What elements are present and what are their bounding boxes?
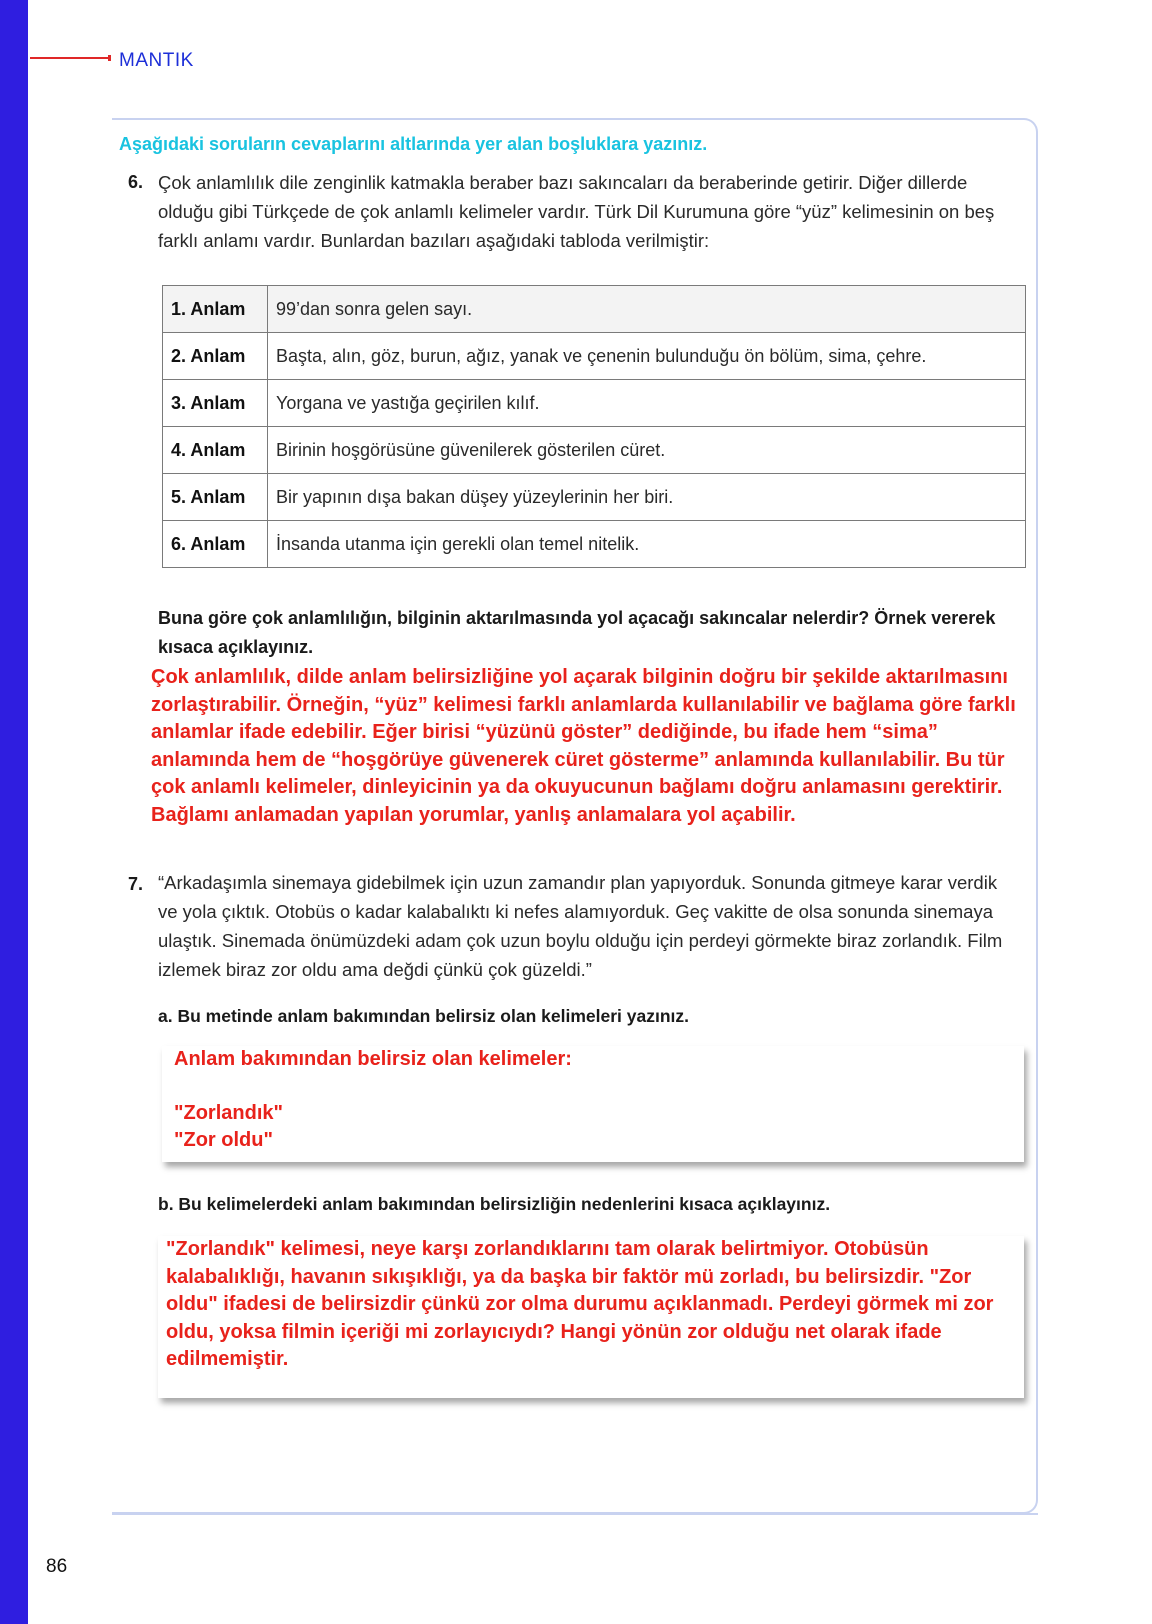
question-7a-prompt: a. Bu metinde anlam bakımından belirsiz olan kelimeleri yazınız. — [158, 1006, 689, 1026]
side-color-bar — [0, 0, 28, 1624]
question-6-number: 6. — [128, 172, 144, 192]
table-row — [163, 286, 1026, 333]
question-7b-answer: "Zorlandık" kelimesi, neye karşı zorlandıklarını tam olarak belirtmiyor. Otobüsün kalabalıklığı, havanın sıkışıklığı, ya da başka bir faktör mü zorladı, bu belirsizdir. "Zor oldu" ifadesi de belirsizdir çünkü zor olma durumu açıklanmadı. Perdeyi görmek mi zor oldu, yoksa filmin içeriği mi zorlayıcıydı? Hangi yönün zor olduğu net olarak ifade edilmemiştir. — [166, 1238, 994, 1370]
table-row — [163, 427, 1026, 474]
header-rule-tick — [108, 55, 111, 61]
meaning-text: İnsanda utanma için gerekli olan temel nitelik. — [268, 521, 1026, 568]
table-row — [163, 521, 1026, 568]
meaning-label: 1. Anlam — [163, 286, 268, 333]
meanings-table — [162, 285, 1026, 568]
instruction-text: Aşağıdaki soruların cevaplarını altlarında yer alan boşluklara yazınız. — [119, 134, 708, 154]
meaning-text: Başta, alın, göz, burun, ağız, yanak ve çenenin bulunduğu ön bölüm, sima, çehre. — [268, 333, 1026, 380]
header-rule — [30, 57, 110, 59]
meaning-label: 3. Anlam — [163, 380, 268, 427]
question-6-text: Çok anlamlılık dile zenginlik katmakla beraber bazı sakıncaları da beraberinde getirir. Diğer dillerde olduğu gibi Türkçede de çok anlamlı kelimeler vardır. Türk Dil Kurumuna göre “yüz” kelimesinin on beş farklı anlamı vardır. Bunlardan bazıları aşağıdaki tabloda verilmiştir: — [158, 172, 995, 251]
question-7b-answer-box[interactable] — [158, 1236, 1024, 1398]
question-6-answer: Çok anlamlılık, dilde anlam belirsizliğine yol açarak bilginin doğru bir şekilde aktarılmasını zorlaştırabilir. Örneğin, “yüz” kelimesi farklı anlamlarda kullanılabilir ve bağlama göre farklı anlamlar ifade edebilir. Eğer birisi “yüzünü göster” dediğinde, bu ifade hem “sima” anlamında hem de “hoşgörüye güvenerek cüret gösterme” anlamında kullanılabilir. Bu tür çok anlamlı kelimeler, dinleyicinin ya da okuyucunun bağlamı doğru anlamasını gerektirir. Bağlamı anlamadan yapılan yorumlar, yanlış anlamalara yol açabilir. — [151, 666, 1016, 826]
table-row — [163, 474, 1026, 521]
meaning-text: Birinin hoşgörüsüne güvenilerek gösterilen cüret. — [268, 427, 1026, 474]
section-title: MANTIK — [119, 50, 194, 71]
meaning-text: Bir yapının dışa bakan düşey yüzeylerinin her biri. — [268, 474, 1026, 521]
meaning-text: 99’dan sonra gelen sayı. — [268, 286, 1026, 333]
question-7a-answer-title: Anlam bakımından belirsiz olan kelimeler: — [174, 1048, 572, 1070]
meaning-label: 6. Anlam — [163, 521, 268, 568]
question-6-prompt: Buna göre çok anlamlılığın, bilginin aktarılmasında yol açacağı sakıncalar nelerdir? Örnek vererek kısaca açıklayınız. — [158, 608, 996, 657]
content-frame-bottom — [112, 1513, 1038, 1515]
table-row — [163, 333, 1026, 380]
question-7a-word-2: "Zor oldu" — [174, 1129, 273, 1151]
meaning-text: Yorgana ve yastığa geçirilen kılıf. — [268, 380, 1026, 427]
question-7-number: 7. — [128, 874, 144, 894]
question-7a-answer-box[interactable] — [162, 1046, 1024, 1162]
meaning-label: 5. Anlam — [163, 474, 268, 521]
meaning-label: 4. Anlam — [163, 427, 268, 474]
question-7-text: “Arkadaşımla sinemaya gidebilmek için uzun zamandır plan yapıyorduk. Sonunda gitmeye karar verdik ve yola çıktık. Otobüs o kadar kalabalıktı ki nefes alamıyorduk. Geç vakitte de olsa sonunda sinemaya ulaştık. Sinemada önümüzdeki adam çok uzun boylu olduğu için perdeyi görmekte biraz zorlandık. Film izlemek biraz zor oldu ama değdi çünkü çok güzeldi.” — [158, 872, 1003, 980]
meaning-label: 2. Anlam — [163, 333, 268, 380]
page-number: 86 — [46, 1556, 68, 1577]
question-7a-word-1: "Zorlandık" — [174, 1102, 283, 1124]
question-7b-prompt: b. Bu kelimelerdeki anlam bakımından belirsizliğin nedenlerini kısaca açıklayınız. — [158, 1194, 831, 1214]
table-row — [163, 380, 1026, 427]
